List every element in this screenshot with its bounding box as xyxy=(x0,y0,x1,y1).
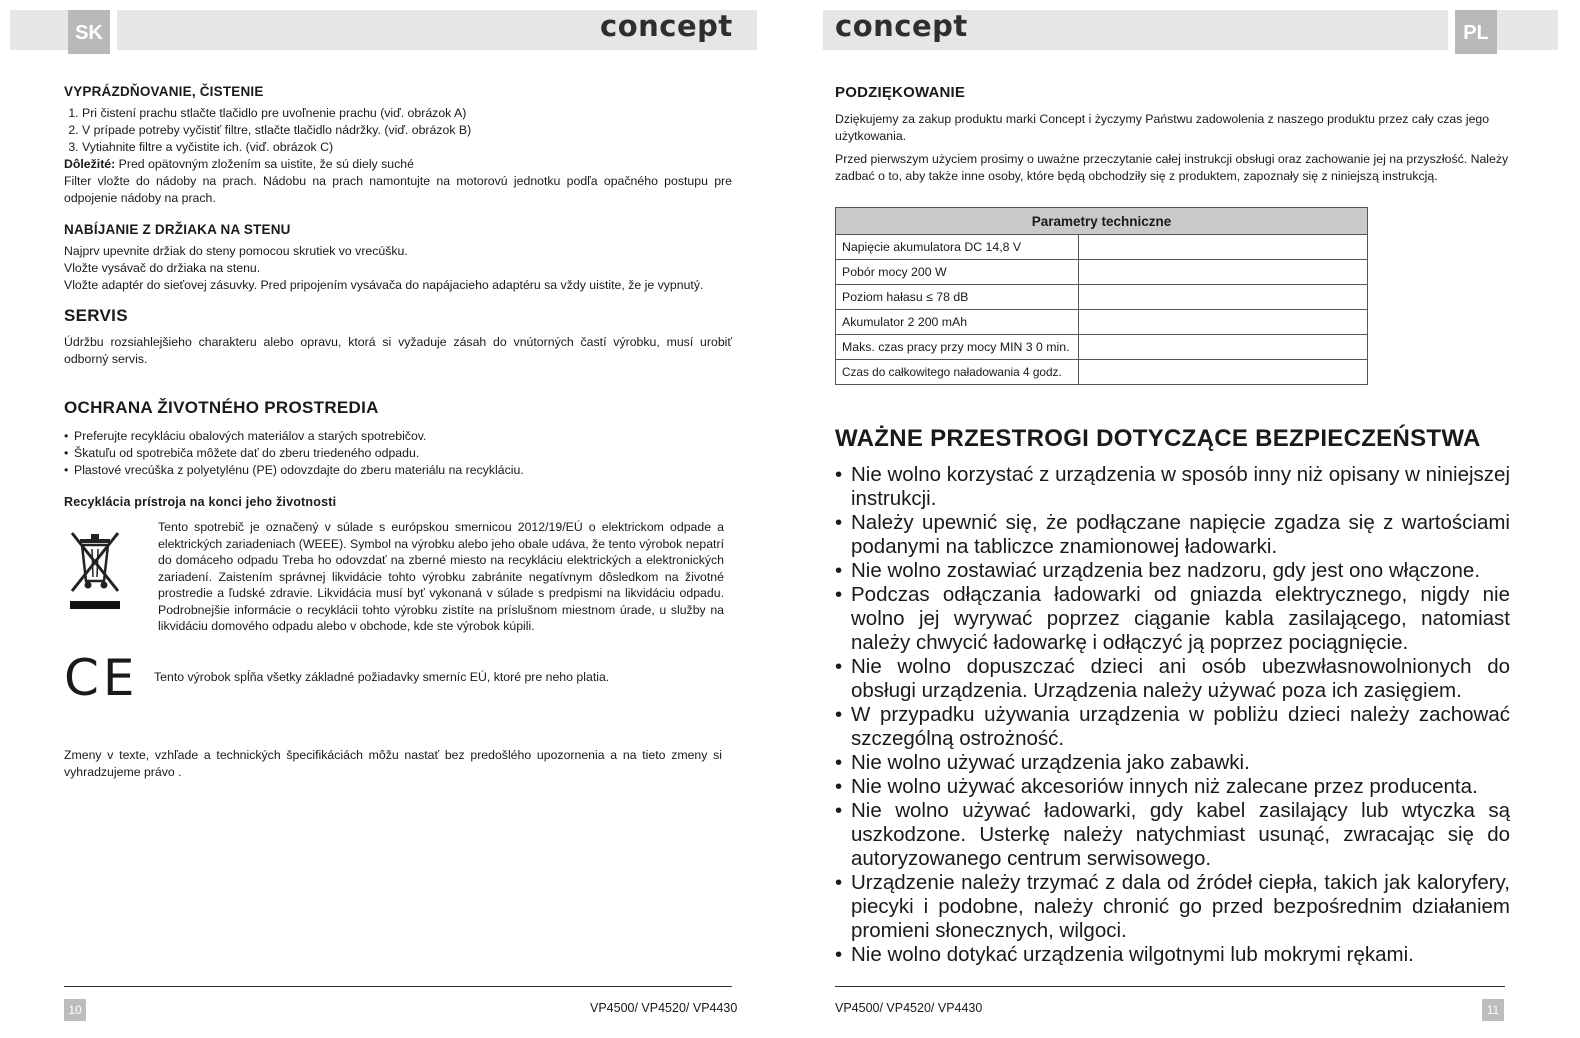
important-label: Dôležité: xyxy=(64,157,116,171)
charging-line: Vložte vysávač do držiaka na stenu. xyxy=(64,261,261,275)
weee-bin-icon xyxy=(64,519,138,618)
table-cell: Pobór mocy 200 W xyxy=(836,260,1079,285)
left-model-number: VP4500/ VP4520/ VP4430 xyxy=(590,1001,738,1015)
right-footer-line xyxy=(835,986,1505,987)
left-footer-line xyxy=(64,986,732,987)
tech-params-table xyxy=(835,207,1368,385)
recycling-text: Tento spotrebič je označený v súlade s európskou smernicou 2012/19/EÚ o elektrickom odpade a elektrických zariadeniach (WEEE). Symbol na výrobku alebo jeho obale udáva, že tento výrobok nepatrí do domáceho odpadu Treba ho odovzdať na zberné miesto na recykláciu elektrických a elektronických zariadení. Zaistením správnej likvidácie tohto výrobku zabránite negatívnym dôsledkom na životné prostredie a ľudské zdravie. Likvidácia musí byť vykonaná v súlade s predpismi na likvidáciu odpadu. Podrobnejšie informácie o recyklácii tohto výrobku zistíte na príslušnom miestnom úrade, u služby na likvidáciu domového odpadu alebo v obchode, kde ste výrobok kúpili. xyxy=(158,520,724,633)
filter-text: Filter vložte do nádoby na prach. Nádobu na prach namontujte na motorovú jednotku podľa opačného postupu pre odpojenie nádoby na prach. xyxy=(64,174,732,205)
safety-item: • Nie wolno dotykać urządzenia wilgotnymi lub mokrymi rękami. xyxy=(851,943,1510,967)
table-row xyxy=(836,360,1368,385)
right-brand-logo: concept xyxy=(835,9,968,43)
table-row xyxy=(836,260,1368,285)
right-language-badge: PL xyxy=(1455,10,1497,54)
left-page-number: 10 xyxy=(64,999,86,1021)
charging-line: Vložte adaptér do sieťovej zásuvky. Pred pripojením vysávača do napájacieho adaptéru sa vždy uistite, že je vypnutý. xyxy=(64,278,704,292)
safety-item: • Podczas odłączania ładowarki od gniazda elektrycznego, nigdy nie wolno jej wyrywać poprzez ciąganie kabla zasilającego, natomiast należy chwycić ładowarkę i odłączyć ją poprzez pociągnięcie. xyxy=(851,583,1510,655)
safety-list xyxy=(835,463,1510,967)
safety-item: • W przypadku używania urządzenia w pobliżu dzieci należy zachować szczególną ostrożność. xyxy=(851,703,1510,751)
left-brand-logo: concept xyxy=(600,9,733,43)
table-row xyxy=(836,235,1368,260)
environment-item: • Plastové vrecúška z polyetylénu (PE) odovzdajte do zberu materiálu na recykláciu. xyxy=(74,462,732,479)
safety-item: • Nie wolno korzystać z urządzenia w sposób inny niż opisany w niniejszej instrukcji. xyxy=(851,463,1510,511)
table-cell: Maks. czas pracy przy mocy MIN 3 0 min. xyxy=(836,335,1079,360)
table-cell-empty xyxy=(1079,310,1368,335)
safety-item: • Nie wolno używać akcesoriów innych niż zalecane przez producenta. xyxy=(851,775,1510,799)
emptying-step: 3. Vytiahnite filtre a vyčistite ich. (viď. obrázok C) xyxy=(82,139,732,156)
table-cell-empty xyxy=(1079,235,1368,260)
left-language-badge: SK xyxy=(68,10,110,54)
service-title: SERVIS xyxy=(64,306,128,325)
safety-title: WAŻNE PRZESTROGI DOTYCZĄCE BEZPIECZEŃSTWA xyxy=(835,425,1481,452)
safety-item: • Nie wolno używać urządzenia jako zabawki. xyxy=(851,751,1510,775)
important-text: Pred opätovným zložením sa uistite, že sú diely suché xyxy=(115,157,414,171)
emptying-title: VYPRÁZDŇOVANIE, ČISTENIE xyxy=(64,84,264,99)
environment-item: • Škatuľu od spotrebiča môžete dať do zberu triedeného odpadu. xyxy=(74,445,732,462)
table-row xyxy=(836,285,1368,310)
table-cell: Czas do całkowitego naładowania 4 godz. xyxy=(836,360,1079,385)
important-note xyxy=(64,156,732,173)
safety-item: • Należy upewnić się, że podłączane napięcie zgadza się z wartościami podanymi na tabliczce znamionowej ładowarki. xyxy=(851,511,1510,559)
environment-list xyxy=(64,428,732,479)
right-model-number: VP4500/ VP4520/ VP4430 xyxy=(835,1001,983,1015)
emptying-step: 1. Pri čistení prachu stlačte tlačidlo pre uvoľnenie prachu (viď. obrázok A) xyxy=(82,105,732,122)
ce-block xyxy=(64,648,732,707)
emptying-steps xyxy=(64,105,732,156)
thanks-title: PODZIĘKOWANIE xyxy=(835,84,966,101)
right-page-number: 11 xyxy=(1482,999,1504,1021)
table-header: Parametry techniczne xyxy=(836,208,1368,235)
recycling-title: Recyklácia prístroja na konci jeho životnosti xyxy=(64,495,337,509)
charging-title: NABÍJANIE Z DRŽIAKA NA STENU xyxy=(64,222,291,237)
table-cell-empty xyxy=(1079,335,1368,360)
table-cell: Akumulator 2 200 mAh xyxy=(836,310,1079,335)
environment-title: OCHRANA ŽIVOTNÉHO PROSTREDIA xyxy=(64,398,379,417)
ce-text: Tento výrobok spĺňa všetky základné požiadavky smerníc EÚ, ktoré pre neho platia. xyxy=(154,670,610,684)
table-row xyxy=(836,310,1368,335)
right-page xyxy=(835,84,1510,967)
table-cell-empty xyxy=(1079,360,1368,385)
left-page xyxy=(64,84,732,781)
table-cell: Poziom hałasu ≤ 78 dB xyxy=(836,285,1079,310)
recycling-block xyxy=(64,519,732,635)
thanks-paragraph: Przed pierwszym użyciem prosimy o uważne przeczytanie całej instrukcji obsługi oraz zachowanie jej na przyszłość. Należy zadbać o to, aby także inne osoby, które będą obchodziły się z produktem, zapoznały się z niniejszą instrukcją. xyxy=(835,152,1509,183)
table-cell-empty xyxy=(1079,260,1368,285)
table-cell-empty xyxy=(1079,285,1368,310)
service-text: Údržbu rozsiahlejšieho charakteru alebo opravu, ktorá si vyžaduje zásah do vnútorných častí výrobku, musí urobiť odborný servis. xyxy=(64,335,732,366)
safety-item: • Nie wolno używać ładowarki, gdy kabel zasilający lub wtyczka są uszkodzone. Usterkę należy natychmiast usunąć, zwracając się do autoryzowanego centrum serwisowego. xyxy=(851,799,1510,871)
safety-item: • Nie wolno zostawiać urządzenia bez nadzoru, gdy jest ono włączone. xyxy=(851,559,1510,583)
emptying-step: 2. V prípade potreby vyčistiť filtre, stlačte tlačidlo nádržky. (viď. obrázok B) xyxy=(82,122,732,139)
thanks-paragraph: Dziękujemy za zakup produktu marki Concept i życzymy Państwu zadowolenia z naszego produktu przez cały czas jego użytkowania. xyxy=(835,112,1490,143)
ce-mark-icon: CE xyxy=(64,648,139,707)
table-cell: Napięcie akumulatora DC 14,8 V xyxy=(836,235,1079,260)
safety-item: • Nie wolno dopuszczać dzieci ani osób ubezwłasnowolnionych do obsługi urządzenia. Urządzenia należy używać poza ich zasięgiem. xyxy=(851,655,1510,703)
changes-notice: Zmeny v texte, vzhľade a technických špecifikáciách môžu nastať bez predošlého upozornenia a na tieto zmeny si vyhradzujeme právo . xyxy=(64,747,722,779)
environment-item: • Preferujte recykláciu obalových materiálov a starých spotrebičov. xyxy=(74,428,732,445)
table-row xyxy=(836,335,1368,360)
safety-item: • Urządzenie należy trzymać z dala od źródeł ciepła, takich jak kaloryfery, piecyki i podobne, należy chronić go przed bezpośrednim działaniem promieni słonecznych, wilgoci. xyxy=(851,871,1510,943)
charging-line: Najprv upevnite držiak do steny pomocou skrutiek vo vrecúšku. xyxy=(64,244,408,258)
